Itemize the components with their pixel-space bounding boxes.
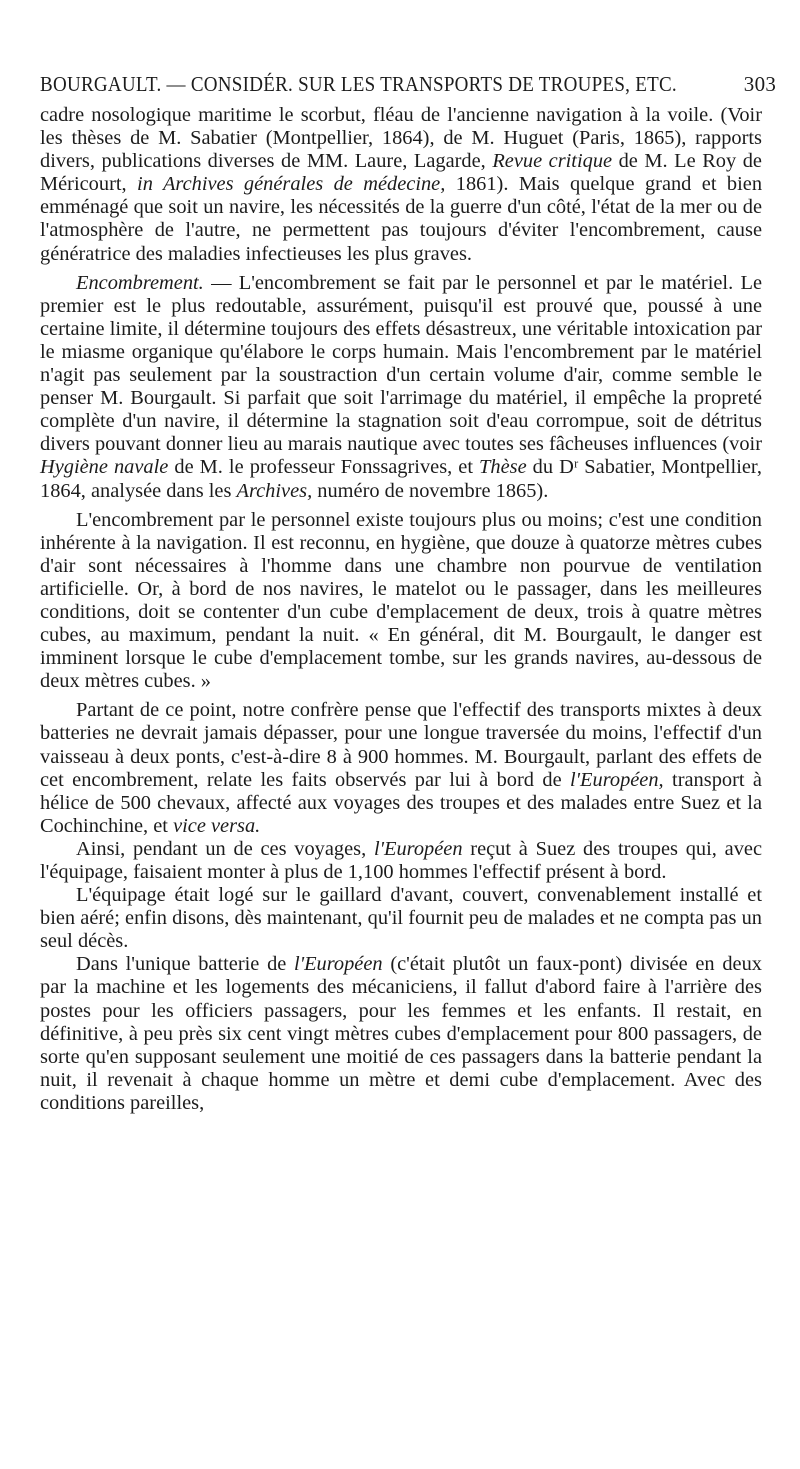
paragraph-7 xyxy=(40,953,762,1115)
text-run: Partant de ce point, notre confrère pense que l'effectif des transports mixtes à deux batteries ne devrait jamais dépasser, pour une longue traversée du moins, l'effectif d'un vaisseau à deux ponts, c'est-à-dire 8 à 900 hommes. M. Bourgault, parlant des effets de cet encombrement, relate les faits observés par lui à bord de xyxy=(40,699,762,791)
text-run: transport à hélice de 500 chevaux, affecté aux voyages des troupes et des malades entre Suez et la Cochinchine, et xyxy=(40,768,762,837)
running-header xyxy=(40,72,777,97)
italic-text-run: Revue critique xyxy=(492,150,613,173)
text-run: cadre nosologique maritime le scorbut, fléau de l'ancienne navigation à la voile. (Voir les thèses de M. Sabatier (Montpellier, 1864), de M. Huguet (Paris, 1865), rapports divers, publications diverses de MM. Laure, Lagarde, xyxy=(40,104,762,173)
paragraph-6 xyxy=(40,884,762,953)
italic-text-run: Archives, xyxy=(236,479,313,502)
italic-text-run: l'Européen, xyxy=(570,768,664,791)
paragraph-1 xyxy=(40,104,762,266)
paragraph-encombrement xyxy=(40,272,762,503)
italic-text-run: vice versa. xyxy=(173,814,261,837)
text-run: 1861). Mais quelque grand et bien emménagé que soit un navire, les nécessités de la guerre d'un côté, l'état de la mer ou de l'atmosphère de l'autre, ne permettent pas toujours d'éviter l'encombrement, cause génératrice des maladies infectieuses les plus graves. xyxy=(40,173,763,265)
italic-text-run: Thèse xyxy=(479,456,527,479)
text-run: Dans l'unique batterie de xyxy=(76,953,295,976)
italic-text-run: Hygiène navale xyxy=(40,456,169,479)
text-run: (c'était plutôt un faux-pont) divisée en deux par la machine et les logements des mécaniciens, il fallut d'abord faire à l'arrière des postes pour les officiers passagers, pour les femmes et les enfants. Il restait, en définitive, à peu près six cent vingt mètres cubes d'emplacement pour 800 passagers, de sorte qu'en supposant seulement une moitié de ces passagers dans la batterie pendant la nuit, il revenait à chaque homme un mètre et demi cube d'emplacement. Avec des conditions pareilles, xyxy=(40,953,762,1114)
italic-text-run: Encombrement. xyxy=(76,271,204,294)
italic-text-run: l'Européen xyxy=(373,837,463,860)
text-run: reçut à Suez des troupes qui, avec l'équipage, faisaient monter à plus de 1,100 hommes l'effectif présent à bord. xyxy=(40,837,762,883)
paragraph-4 xyxy=(40,699,762,838)
text-run: L'encombrement par le personnel existe toujours plus ou moins; c'est une condition inhérente à la navigation. Il est reconnu, en hygiène, que douze à quatorze mètres cubes d'air sont nécessaires à l'homme dans une chambre non pourvue de ventilation artificielle. Or, à bord de nos navires, le matelot ou le passager, dans les meilleures conditions, doit se contenter d'un cube d'emplacement de deux, trois à quatre mètres cubes, au maximum, pendant la nuit. « En général, dit M. Bourgault, le danger est imminent lorsque le cube d'emplacement tombe, sur les grands navires, au-dessous de deux mètres cubes. » xyxy=(40,508,762,693)
text-run: du Dʳ Sabatier, Montpellier, 1864, analysée dans les xyxy=(40,456,762,502)
italic-text-run: l'Européen xyxy=(294,953,383,976)
body-text xyxy=(40,104,762,1115)
text-run: de M. le professeur Fonssagrives, et xyxy=(168,456,480,479)
paragraph-3 xyxy=(40,509,762,694)
text-run: L'équipage était logé sur le gaillard d'avant, couvert, convenablement installé et bien aéré; enfin disons, dès maintenant, qu'il fournit peu de malades et ne compta pas un seul décès. xyxy=(40,884,762,953)
text-run: — L'encombrement se fait par le personnel et par le matériel. Le premier est le plus redoutable, assurément, puisqu'il est prouvé que, poussé à une certaine limite, il détermine toujours des effets désastreux, une véritable intoxication par le miasme organique qu'élabore le corps humain. Mais l'encombrement par le matériel n'agit pas seulement par la soustraction d'un certain volume d'air, comme semble le penser M. Bourgault. Si parfait que soit l'arrimage du matériel, il empêche la propreté complète d'un navire, il détermine la stagnation soit d'eau corrompue, soit de détritus divers pouvant donner lieu au marais nautique avec toutes ses fâcheuses influences (voir xyxy=(40,271,762,456)
text-run: de M. Le Roy de Méricourt, xyxy=(40,150,762,196)
text-run: Ainsi, pendant un de ces voyages, xyxy=(76,837,374,860)
italic-text-run: in Archives générales de médecine, xyxy=(137,173,446,196)
page-number: 303 xyxy=(743,72,777,96)
running-title: BOURGAULT. — CONSIDÉR. SUR LES TRANSPORTS DE TROUPES, ETC. xyxy=(40,72,677,96)
text-run: numéro de novembre 1865). xyxy=(312,479,549,502)
paragraph-5 xyxy=(40,838,762,884)
